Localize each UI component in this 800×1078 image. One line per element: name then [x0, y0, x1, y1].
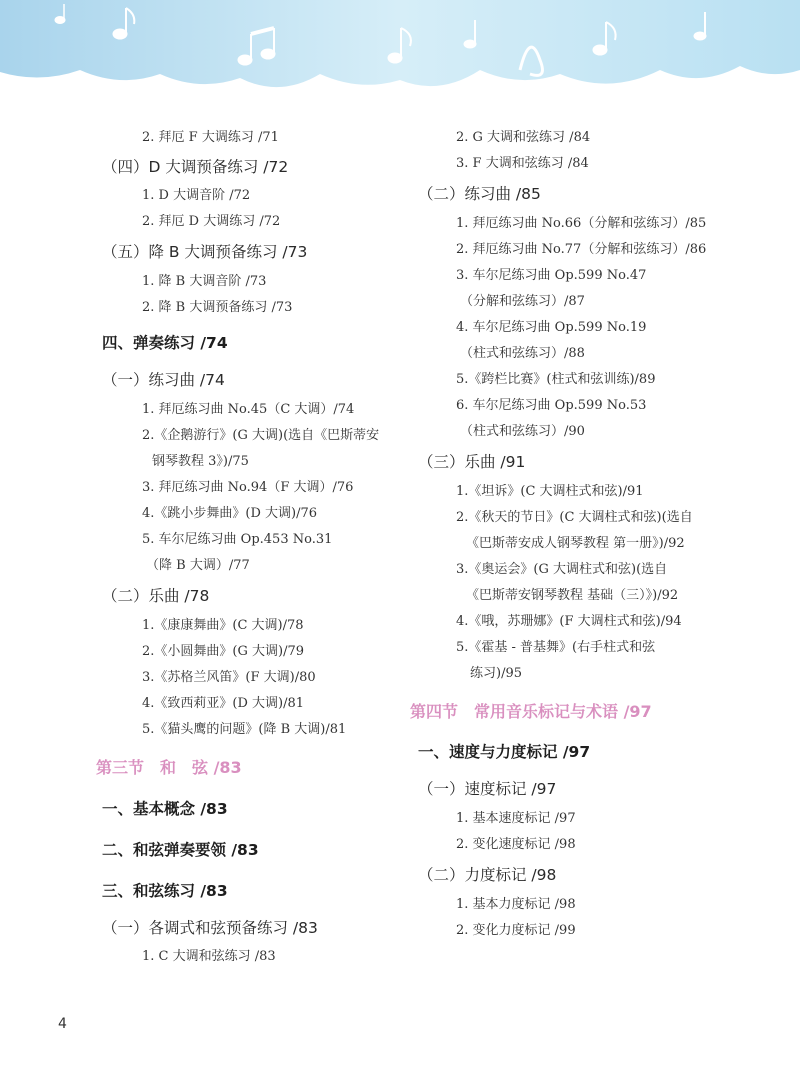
toc-entry[interactable]: 5.《霍基 - 普基舞》(右手柱式和弦 [456, 640, 656, 655]
toc-entry[interactable]: 5.《猫头鹰的问题》(降 B 大调)/81 [142, 722, 347, 737]
toc-entry[interactable]: 4. 车尔尼练习曲 Op.599 No.19 [456, 320, 647, 335]
toc-heading[interactable]: 二、和弦弹奏要领 /83 [102, 841, 259, 859]
toc-entry[interactable]: 1. D 大调音阶 /72 [142, 188, 251, 203]
toc-entry[interactable]: 4.《哦，苏珊娜》(F 大调柱式和弦)/94 [456, 614, 682, 629]
toc-entry[interactable]: 3. 拜厄练习曲 No.94（F 大调）/76 [142, 480, 354, 495]
toc-entry-continuation[interactable]: （柱式和弦练习）/88 [460, 346, 585, 361]
toc-entry-continuation[interactable]: （分解和弦练习）/87 [460, 294, 585, 309]
toc-entry[interactable]: 1. 基本力度标记 /98 [456, 897, 576, 912]
toc-entry[interactable]: 1. 拜厄练习曲 No.45（C 大调）/74 [142, 402, 355, 417]
toc-entry[interactable]: 2. 降 B 大调预备练习 /73 [142, 300, 293, 315]
toc-entry[interactable]: （一）各调式和弦预备练习 /83 [102, 919, 318, 937]
toc-entry-continuation[interactable]: （降 B 大调）/77 [146, 558, 250, 573]
toc-entry[interactable]: 4.《跳小步舞曲》(D 大调)/76 [142, 506, 318, 521]
toc-entry[interactable]: 6. 车尔尼练习曲 Op.599 No.53 [456, 398, 647, 413]
toc-entry[interactable]: 2.《小圆舞曲》(G 大调)/79 [142, 644, 304, 659]
toc-entry-continuation[interactable]: 《巴斯蒂安成人钢琴教程 第一册》)/92 [466, 536, 685, 551]
toc-entry[interactable]: 2. G 大调和弦练习 /84 [456, 130, 591, 145]
toc-entry[interactable]: （五）降 B 大调预备练习 /73 [102, 243, 308, 261]
toc-entry[interactable]: 2. 拜厄 F 大调练习 /71 [142, 130, 279, 145]
toc-section-heading[interactable]: 第四节 常用音乐标记与术语 /97 [410, 702, 652, 721]
toc-entry[interactable]: 2. 拜厄 D 大调练习 /72 [142, 214, 281, 229]
toc-entry[interactable]: 5.《跨栏比赛》(柱式和弦训练)/89 [456, 372, 656, 387]
toc-entry[interactable]: 3. F 大调和弦练习 /84 [456, 156, 589, 171]
toc-entry[interactable]: （四）D 大调预备练习 /72 [102, 158, 289, 176]
music-notes-banner-graphic [0, 0, 800, 105]
toc-entry[interactable]: （三）乐曲 /91 [418, 453, 526, 471]
toc-entry[interactable]: （二）乐曲 /78 [102, 587, 210, 605]
toc-entry-continuation[interactable]: 《巴斯蒂安钢琴教程 基础（三）》)/92 [466, 588, 679, 603]
toc-entry[interactable]: 3.《奥运会》(G 大调柱式和弦)(选自 [456, 562, 668, 577]
toc-entry-continuation[interactable]: 练习)/95 [470, 666, 522, 681]
toc-entry[interactable]: 4.《致西莉亚》(D 大调)/81 [142, 696, 305, 711]
toc-entry[interactable]: 3. 车尔尼练习曲 Op.599 No.47 [456, 268, 647, 283]
toc-entry[interactable]: （二）练习曲 /85 [418, 185, 541, 203]
toc-entry[interactable]: （一）速度标记 /97 [418, 780, 557, 798]
toc-entry[interactable]: 1. 基本速度标记 /97 [456, 811, 576, 826]
toc-entry[interactable]: 5. 车尔尼练习曲 Op.453 No.31 [142, 532, 333, 547]
toc-entry[interactable]: 2. 变化力度标记 /99 [456, 923, 576, 938]
toc-entry[interactable]: 1. 拜厄练习曲 No.66（分解和弦练习）/85 [456, 216, 707, 231]
toc-entry[interactable]: 3.《苏格兰风笛》(F 大调)/80 [142, 670, 316, 685]
toc-entry[interactable]: 1.《康康舞曲》(C 大调)/78 [142, 618, 304, 633]
toc-heading[interactable]: 四、弹奏练习 /74 [102, 334, 228, 352]
toc-entry[interactable]: （一）练习曲 /74 [102, 371, 225, 389]
toc-entry-continuation[interactable]: 钢琴教程 3》)/75 [152, 454, 249, 469]
toc-entry[interactable]: （二）力度标记 /98 [418, 866, 557, 884]
page-number: 4 [58, 1016, 67, 1032]
toc-section-heading[interactable]: 第三节 和 弦 /83 [96, 758, 242, 777]
toc-entry[interactable]: 2.《秋天的节日》(C 大调柱式和弦)(选自 [456, 510, 693, 525]
toc-heading[interactable]: 一、速度与力度标记 /97 [418, 743, 591, 761]
toc-entry[interactable]: 1. C 大调和弦练习 /83 [142, 949, 276, 964]
toc-heading[interactable]: 一、基本概念 /83 [102, 800, 228, 818]
toc-entry-continuation[interactable]: （柱式和弦练习）/90 [460, 424, 585, 439]
toc-entry[interactable]: 2.《企鹅游行》(G 大调)(选自《巴斯蒂安 [142, 428, 380, 443]
toc-entry[interactable]: 1. 降 B 大调音阶 /73 [142, 274, 267, 289]
toc-heading[interactable]: 三、和弦练习 /83 [102, 882, 228, 900]
top-banner [0, 0, 800, 105]
toc-entry[interactable]: 2. 拜厄练习曲 No.77（分解和弦练习）/86 [456, 242, 707, 257]
toc-entry[interactable]: 1.《坦诉》(C 大调柱式和弦)/91 [456, 484, 644, 499]
toc-entry[interactable]: 2. 变化速度标记 /98 [456, 837, 576, 852]
